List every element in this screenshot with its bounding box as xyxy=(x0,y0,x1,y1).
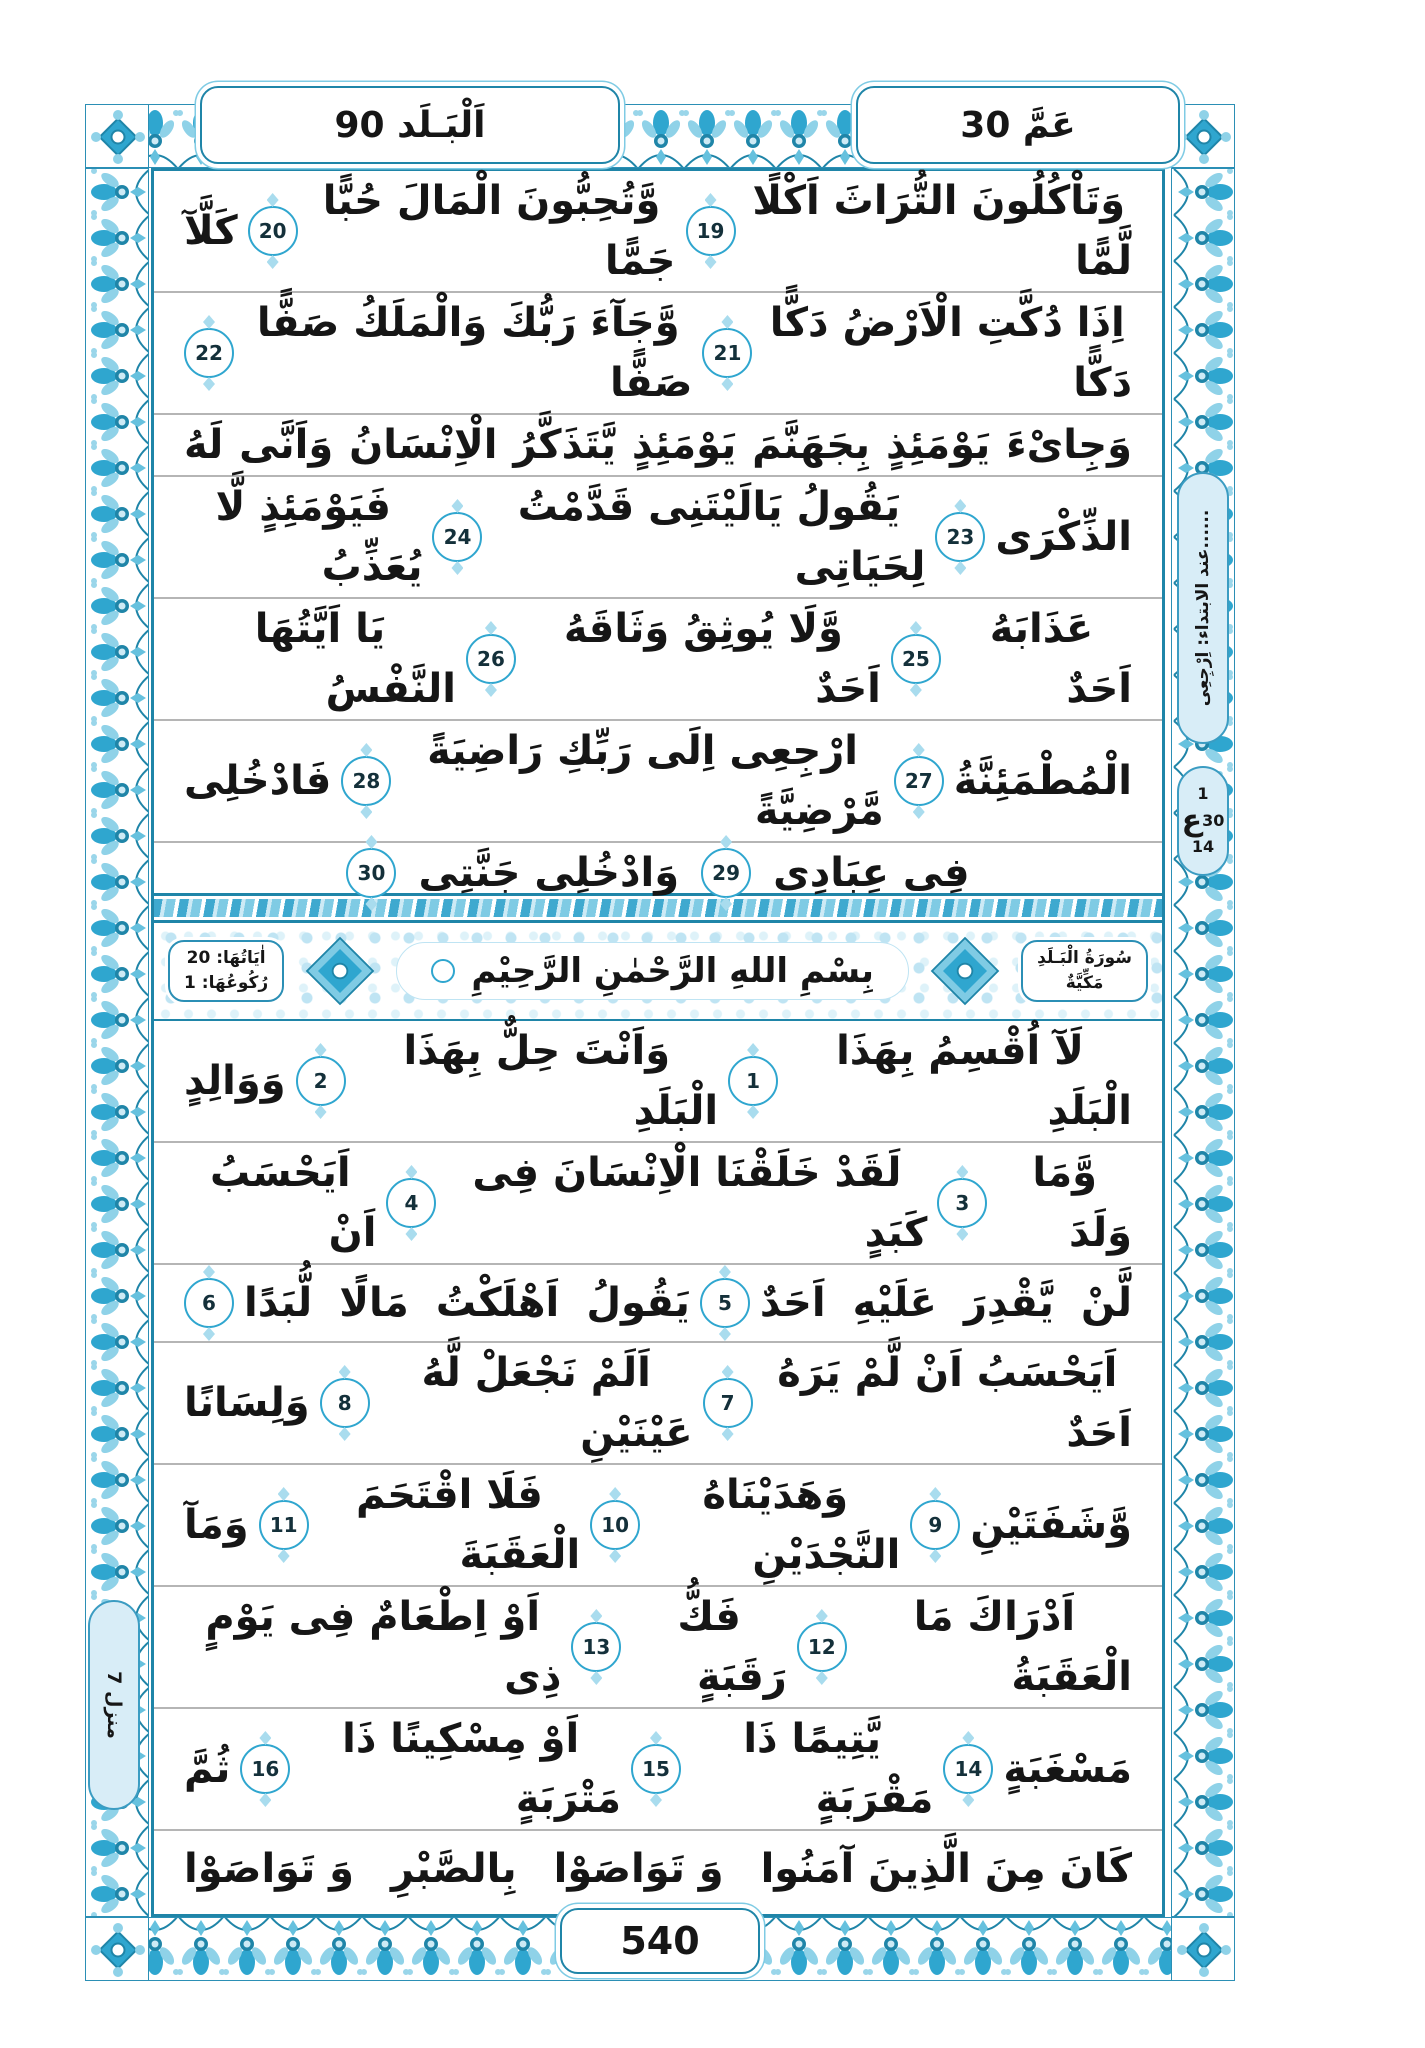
quran-line xyxy=(154,1585,1162,1707)
corner-rosette-icon xyxy=(1171,1917,1235,1981)
ayah-text: يَا اَيَّتُهَا النَّفْسُ xyxy=(254,606,456,712)
quran-line xyxy=(154,1463,1162,1585)
juz-header-label: عَمَّ 30 xyxy=(960,104,1076,146)
quran-line xyxy=(154,291,1162,413)
verse-number: 6 xyxy=(202,1291,216,1315)
verse-number-badge xyxy=(341,756,391,806)
bismillah xyxy=(396,942,909,1000)
verse-number-badge xyxy=(466,634,516,684)
revelation-place-text: مَكِّيَّةٌ xyxy=(1065,973,1104,993)
verse-number: 2 xyxy=(313,1069,328,1093)
margin-recitation-note xyxy=(1177,472,1229,744)
ayah-text: ارْجِعِى اِلَى رَبِّكِ رَاضِيَةً مَّرْضِيَّةً xyxy=(427,728,884,834)
verse-number: 16 xyxy=(251,1757,280,1781)
surah-title-text: سُورَةُ الْبَـلَدِ xyxy=(1037,948,1132,969)
verse-number-badge xyxy=(943,1744,993,1794)
verse-number-badge xyxy=(571,1622,621,1672)
verse-number: 22 xyxy=(195,341,223,365)
quran-line xyxy=(154,171,1162,291)
verse-number-badge xyxy=(631,1744,681,1794)
verse-number: 13 xyxy=(582,1635,611,1659)
verse-number: 24 xyxy=(443,525,472,549)
quran-line xyxy=(154,1341,1162,1463)
ayah-text: ثُمَّ xyxy=(184,1746,231,1792)
ayah-text: وَهَدَيْنَاهُ النَّجْدَيْنِ xyxy=(702,1472,901,1578)
quran-line xyxy=(154,475,1162,597)
manzil-tab xyxy=(88,1600,140,1810)
ayah-text: وَّلَا يُوثِقُ وَثَاقَهُ اَحَدٌ xyxy=(563,606,881,712)
ayah-text: وَّجَآءَ رَبُّكَ وَالْمَلَكُ صَفًّا صَفًّا xyxy=(256,300,693,406)
ayah-text: وَجِاىْءَ يَوْمَئِذٍ بِجَهَنَّمَ يَوْمَئِذٍ يَّتَذَكَّرُ الْاِنْسَانُ وَاَنَّى لَهُ xyxy=(184,422,1132,468)
ayah-text: وَّتُحِبُّونَ الْمَالَ حُبًّا جَمًّا xyxy=(322,178,676,284)
verse-number: 20 xyxy=(258,219,287,243)
verse-number: 15 xyxy=(642,1757,670,1781)
verse-number: 14 xyxy=(954,1757,983,1781)
verse-number-badge xyxy=(797,1622,847,1672)
verse-number-badge xyxy=(184,1278,234,1328)
ayah-text: لَآ اُقْسِمُ بِهَذَا الْبَلَدِ xyxy=(836,1028,1132,1134)
border-ornament-right xyxy=(1171,168,1235,1917)
ruku-count-text: رُكُوعُهَا: 1 xyxy=(184,973,269,993)
quran-line xyxy=(154,1829,1162,1907)
ayah-text: وَاَنْتَ حِلٌّ بِهَذَا الْبَلَدِ xyxy=(403,1028,719,1134)
ayah-text: فَيَوْمَئِذٍ لَّا يُعَذِّبُ xyxy=(215,484,423,590)
ayah-text: فَادْخُلِى xyxy=(184,758,332,804)
ayah-text: لَّنْ يَّقْدِرَ عَلَيْهِ اَحَدٌ xyxy=(759,1280,1132,1326)
ayah-text: عَذَابَهُ اَحَدٌ xyxy=(989,606,1132,712)
verse-number: 8 xyxy=(337,1391,352,1415)
verse-number-badge xyxy=(891,634,941,684)
verse-number-badge xyxy=(346,848,396,898)
ayah-text: وَادْخُلِى جَنَّتِى xyxy=(418,850,680,896)
ayah-text: فَلَا اقْتَحَمَ الْعَقَبَةَ xyxy=(355,1472,581,1578)
ain-symbol: ع xyxy=(1181,802,1203,838)
juz-header-tab xyxy=(856,86,1180,164)
ayah-text: وَ تَوَاصَوْا xyxy=(184,1846,355,1892)
verse-number: 5 xyxy=(717,1291,732,1315)
verse-number: 11 xyxy=(269,1513,298,1537)
verse-number-badge xyxy=(728,1056,778,1106)
ayah-text: فَكُّ رَقَبَةٍ xyxy=(677,1594,787,1700)
ayah-text: يَّتِيمًا ذَا مَقْرَبَةٍ xyxy=(743,1716,934,1822)
ayah-text: وَوَالِدٍ xyxy=(184,1058,286,1104)
verse-number: 21 xyxy=(713,341,742,365)
quran-line xyxy=(154,413,1162,475)
verse-number-badge xyxy=(894,756,944,806)
ayah-text: وَ تَوَاصَوْا xyxy=(553,1846,724,1892)
ayah-text: اَوْ اِطْعَامٌ فِى يَوْمٍ ذِى xyxy=(205,1594,562,1700)
section-fajr-lines xyxy=(154,171,1162,896)
ayah-text: يَقُولُ يَالَيْتَنِى قَدَّمْتُ لِحَيَاتِى xyxy=(517,484,926,590)
ayah-text: كَانَ مِنَ الَّذِينَ آمَنُوا xyxy=(760,1846,1132,1892)
section-balad-lines xyxy=(154,1021,1162,1907)
ayah-text: اَيَحْسَبُ اَنْ لَّمْ يَرَهُ اَحَدٌ xyxy=(777,1350,1132,1456)
verse-number-badge xyxy=(937,1178,987,1228)
margin-recitation-note-text: ......عند الابتداء: اِرْجِعِى xyxy=(1193,509,1213,707)
page-number-text: 540 xyxy=(620,1919,700,1963)
verse-number-badge xyxy=(686,206,736,256)
quran-line xyxy=(154,597,1162,719)
surah-title-cartouche xyxy=(1021,940,1148,1001)
manzil-tab-text: منزل 7 xyxy=(103,1671,125,1739)
verse-number: 12 xyxy=(807,1635,836,1659)
floral-medallion-icon xyxy=(285,931,395,1011)
surah-name-header-label: اَلْبَـلَد 90 xyxy=(334,104,486,146)
ruku-number-top: 1 xyxy=(1197,784,1209,804)
verse-number: 9 xyxy=(928,1513,943,1537)
ayah-text: فِى عِبَادِى xyxy=(773,850,970,896)
verse-number-badge xyxy=(701,848,751,898)
ayah-text: بِالصَّبْرِ xyxy=(390,1846,517,1892)
corner-rosette-icon xyxy=(85,1917,149,1981)
verse-number: 26 xyxy=(477,647,505,671)
ayah-text: اَلَمْ نَجْعَلْ لَّهُ عَيْنَيْنِ xyxy=(421,1350,693,1456)
quran-line xyxy=(154,1707,1162,1829)
verse-number-badge xyxy=(700,1278,750,1328)
ayah-text: اَوْ مِسْكِينًا ذَا مَتْرَبَةٍ xyxy=(342,1716,621,1822)
verse-number: 25 xyxy=(901,647,930,671)
ruku-number-bottom: 14 xyxy=(1191,837,1215,857)
ayah-text: كَلَّآ xyxy=(184,208,238,254)
verse-end-circle-icon xyxy=(431,959,455,983)
quran-line xyxy=(154,719,1162,841)
ayah-text: لَقَدْ خَلَقْنَا الْاِنْسَانَ فِى كَبَدٍ xyxy=(472,1150,928,1256)
corner-rosette-icon xyxy=(1171,104,1235,168)
quran-line xyxy=(154,1141,1162,1263)
verse-number: 7 xyxy=(720,1391,735,1415)
verse-number-badge xyxy=(703,1378,753,1428)
ayah-text: وَّشَفَتَيْنِ xyxy=(970,1502,1132,1548)
verse-number: 28 xyxy=(352,769,381,793)
verse-number-badge xyxy=(248,206,298,256)
corner-rosette-icon xyxy=(85,104,149,168)
verse-number: 3 xyxy=(955,1191,970,1215)
verse-number: 1 xyxy=(746,1069,761,1093)
verse-number: 27 xyxy=(904,769,933,793)
page-number-tab xyxy=(560,1908,760,1974)
verse-number: 30 xyxy=(357,861,386,885)
quran-line xyxy=(154,1021,1162,1141)
ayah-text: اَيَحْسَبُ اَنْ xyxy=(209,1150,377,1256)
ayah-text: مَسْغَبَةٍ xyxy=(1003,1746,1132,1792)
verse-number-badge xyxy=(386,1178,436,1228)
ayah-text: وَمَآ xyxy=(184,1502,249,1548)
verse-number: 4 xyxy=(404,1191,419,1215)
text-block xyxy=(151,168,1165,1917)
verse-number: 19 xyxy=(696,219,725,243)
ruku-number-mid: 30 xyxy=(1202,810,1225,830)
verse-number-badge xyxy=(432,512,482,562)
bismillah-text: بِسْمِ اللهِ الرَّحْمٰنِ الرَّحِيْمِ xyxy=(471,951,874,991)
ayah-text: وَتَاْكُلُونَ التُّرَاثَ اَكْلًا لَّمًّا xyxy=(752,178,1132,284)
verse-number-badge xyxy=(910,1500,960,1550)
verse-number-badge xyxy=(240,1744,290,1794)
verse-number: 10 xyxy=(601,1513,630,1537)
ayah-text: يَقُولُ اَهْلَكْتُ مَالًا لُّبَدًا xyxy=(243,1280,690,1326)
floral-medallion-icon xyxy=(910,931,1020,1011)
surah-header-band xyxy=(154,923,1162,1021)
verse-number-badge xyxy=(590,1500,640,1550)
quran-line xyxy=(154,1263,1162,1341)
ayat-count-cartouche xyxy=(168,940,284,1001)
ayah-text: الذِّكْرَى xyxy=(995,514,1132,560)
surah-name-header-tab xyxy=(200,86,620,164)
verse-number: 29 xyxy=(712,861,740,885)
verse-number-badge xyxy=(702,328,752,378)
ayah-text: وَّمَا وَلَدَ xyxy=(1032,1150,1132,1256)
ayah-text: اَدْرَاكَ مَا الْعَقَبَةُ xyxy=(913,1594,1132,1700)
verse-number-badge xyxy=(259,1500,309,1550)
verse-number-badge xyxy=(296,1056,346,1106)
ayat-count-text: اٰيَاتُهَا: 20 xyxy=(186,948,266,969)
verse-number-badge xyxy=(184,328,234,378)
quran-line xyxy=(154,841,1162,903)
verse-number: 23 xyxy=(946,525,975,549)
ayah-text: الْمُطْمَئِنَّةُ xyxy=(953,758,1132,804)
verse-number-badge xyxy=(935,512,985,562)
ayah-text: وَلِسَانًا xyxy=(184,1380,310,1426)
ayah-text: اِذَا دُكَّتِ الْاَرْضُ دَكًّا دَكًّا xyxy=(769,300,1132,406)
verse-number-badge xyxy=(320,1378,370,1428)
ruku-marker xyxy=(1177,766,1229,876)
ruku-ain-row xyxy=(1182,804,1225,839)
